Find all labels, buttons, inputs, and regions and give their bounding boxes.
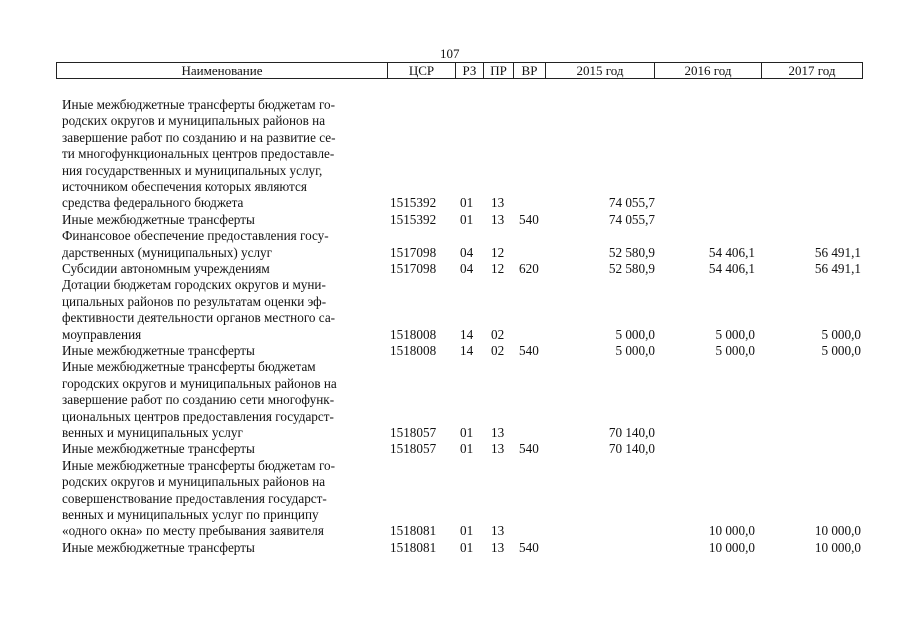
row-name-line: фективности деятельности органов местного са- xyxy=(62,310,336,326)
row-name-line: венных и муниципальных услуг xyxy=(62,425,243,441)
row-name-line: совершенствование предоставления государст- xyxy=(62,490,327,506)
row-name xyxy=(62,540,382,556)
row-rz: 01 xyxy=(460,539,474,555)
row-name-line: Дотации бюджетам городских округов и муни- xyxy=(62,277,326,293)
row-rz: 01 xyxy=(460,441,474,457)
table-header xyxy=(56,62,863,79)
row-rz: 04 xyxy=(460,244,474,260)
row-csr: 1518008 xyxy=(390,326,437,342)
row-pr: 02 xyxy=(491,326,505,342)
row-name xyxy=(62,441,382,457)
row-csr: 1518081 xyxy=(390,539,437,555)
row-name-line: моуправления xyxy=(62,326,142,342)
row-name-line: родских округов и муниципальных районов на xyxy=(62,113,326,129)
row-name-line: венных и муниципальных услуг по принципу xyxy=(62,507,319,523)
row-csr: 1515392 xyxy=(390,195,437,211)
table-row xyxy=(0,97,905,212)
table-row xyxy=(0,458,905,540)
row-name-line: дарственных (муниципальных) услуг xyxy=(62,244,273,260)
row-pr: 13 xyxy=(491,424,505,440)
header-2017: 2017 год xyxy=(761,63,862,78)
row-name xyxy=(62,228,382,261)
row-2017: 56 491,1 xyxy=(814,244,861,260)
row-csr: 1518008 xyxy=(390,343,437,358)
row-2016: 10 000,0 xyxy=(708,539,755,555)
header-2016: 2016 год xyxy=(654,63,761,78)
row-2016: 10 000,0 xyxy=(708,523,755,539)
row-rz: 14 xyxy=(460,326,474,342)
row-csr: 1518057 xyxy=(390,424,437,440)
row-2015: 74 055,7 xyxy=(608,195,655,211)
row-2017: 10 000,0 xyxy=(814,539,861,555)
row-pr: 02 xyxy=(491,343,505,358)
header-pr: ПР xyxy=(483,63,513,78)
table-row xyxy=(0,441,905,457)
header-rz: РЗ xyxy=(455,63,483,78)
row-2016: 54 406,1 xyxy=(708,244,755,260)
row-2015: 52 580,9 xyxy=(608,244,655,260)
row-csr: 1517098 xyxy=(390,261,437,276)
row-2015: 74 055,7 xyxy=(608,211,655,227)
row-pr: 13 xyxy=(491,195,505,211)
row-2017: 56 491,1 xyxy=(814,261,861,276)
row-name-line: циональных центров предоставления государст- xyxy=(62,408,334,424)
row-name xyxy=(62,458,382,540)
table-row xyxy=(0,359,905,441)
page-number: 107 xyxy=(440,46,460,61)
row-rz: 01 xyxy=(460,523,474,539)
row-2015: 70 140,0 xyxy=(608,441,655,457)
row-name-line: Финансовое обеспечение предоставления госу- xyxy=(62,228,329,244)
row-2015: 70 140,0 xyxy=(608,424,655,440)
row-name xyxy=(62,97,382,212)
row-pr: 12 xyxy=(491,244,505,260)
row-name xyxy=(62,343,382,359)
header-csr: ЦСР xyxy=(387,63,455,78)
table-row xyxy=(0,261,905,277)
row-vr: 540 xyxy=(519,539,539,555)
row-rz: 04 xyxy=(460,261,474,276)
row-2017: 5 000,0 xyxy=(821,343,861,358)
row-name-line: родских округов и муниципальных районов на xyxy=(62,474,326,490)
row-name-line: Иные межбюджетные трансферты xyxy=(62,441,255,457)
table-row xyxy=(0,540,905,556)
table-row xyxy=(0,277,905,343)
row-2017: 5 000,0 xyxy=(821,326,861,342)
row-name-line: ти многофункциональных центров предоставле- xyxy=(62,146,335,162)
row-name xyxy=(62,261,382,277)
row-2015: 5 000,0 xyxy=(615,326,655,342)
row-pr: 13 xyxy=(491,211,505,227)
header-vr: ВР xyxy=(513,63,545,78)
row-name xyxy=(62,359,382,441)
row-2017: 10 000,0 xyxy=(814,523,861,539)
row-csr: 1515392 xyxy=(390,211,437,227)
row-name xyxy=(62,212,382,228)
row-name-line: Иные межбюджетные трансферты xyxy=(62,539,255,555)
row-pr: 12 xyxy=(491,261,505,276)
row-name-line: городских округов и муниципальных районов на xyxy=(62,375,337,391)
row-2016: 5 000,0 xyxy=(715,326,755,342)
row-name-line: ципальных районов по результатам оценки эф- xyxy=(62,293,327,309)
row-name-line: завершение работ по созданию и на развитие се- xyxy=(62,129,336,145)
row-pr: 13 xyxy=(491,539,505,555)
row-name xyxy=(62,277,382,343)
row-name-line: Иные межбюджетные трансферты xyxy=(62,211,255,227)
header-2015: 2015 год xyxy=(545,63,654,78)
row-pr: 13 xyxy=(491,523,505,539)
row-2016: 5 000,0 xyxy=(715,343,755,358)
row-name-line: «одного окна» по месту пребывания заявителя xyxy=(62,523,324,539)
row-name-line: завершение работ по созданию сети многофунк- xyxy=(62,392,335,408)
row-name-line: Иные межбюджетные трансферты бюджетам го- xyxy=(62,97,336,112)
row-name-line: Иные межбюджетные трансферты бюджетам xyxy=(62,359,316,375)
row-name-line: источником обеспечения которых являются xyxy=(62,179,307,195)
table-row xyxy=(0,212,905,228)
row-pr: 13 xyxy=(491,441,505,457)
row-rz: 01 xyxy=(460,211,474,227)
row-csr: 1517098 xyxy=(390,244,437,260)
header-name: Наименование xyxy=(181,62,263,78)
row-csr: 1518081 xyxy=(390,523,437,539)
row-name-line: ния государственных и муниципальных услуг, xyxy=(62,162,323,178)
row-name-line: Субсидии автономным учреждениям xyxy=(62,261,270,276)
row-rz: 01 xyxy=(460,195,474,211)
row-rz: 01 xyxy=(460,424,474,440)
row-vr: 620 xyxy=(519,261,539,276)
row-vr: 540 xyxy=(519,211,539,227)
row-csr: 1518057 xyxy=(390,441,437,457)
row-vr: 540 xyxy=(519,343,539,358)
row-name-line: средства федерального бюджета xyxy=(62,195,244,211)
row-rz: 14 xyxy=(460,343,474,358)
row-2016: 54 406,1 xyxy=(708,261,755,276)
table-row xyxy=(0,343,905,359)
row-2015: 5 000,0 xyxy=(615,343,655,358)
row-vr: 540 xyxy=(519,441,539,457)
table-row xyxy=(0,228,905,261)
row-name-line: Иные межбюджетные трансферты xyxy=(62,343,255,358)
row-name-line: Иные межбюджетные трансферты бюджетам го- xyxy=(62,457,336,473)
row-2015: 52 580,9 xyxy=(608,261,655,276)
